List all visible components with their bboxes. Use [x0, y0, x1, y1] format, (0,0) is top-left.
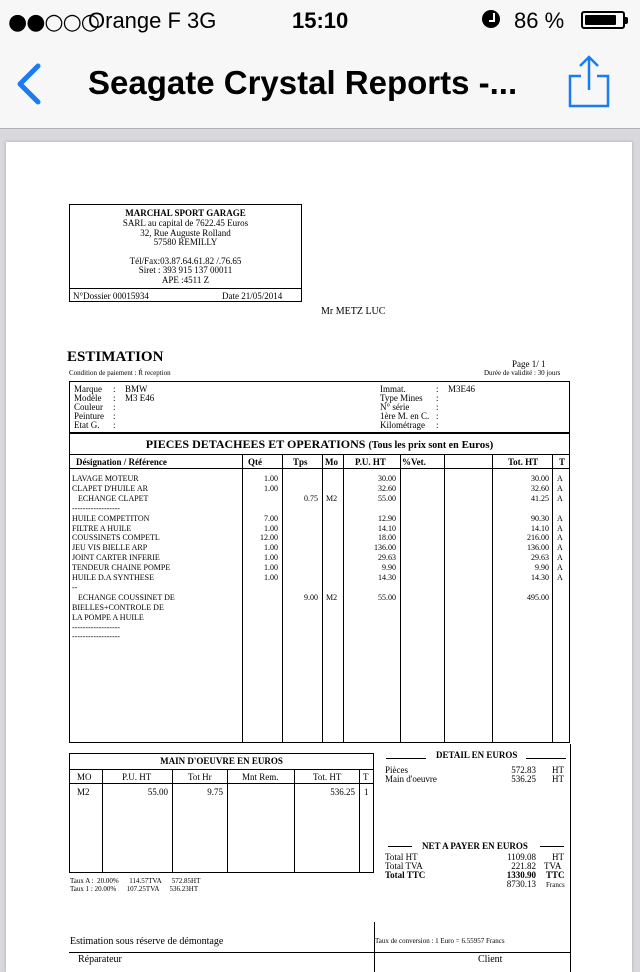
total-ht-unit: HT [552, 852, 564, 862]
detail-mo-unit: HT [552, 774, 564, 784]
col-tot: Tot. HT [508, 457, 539, 467]
alarm-icon [482, 10, 500, 28]
table-row [70, 614, 571, 624]
detail-pieces-value: 572.83 [511, 765, 536, 775]
cell-t: A [557, 474, 563, 483]
garage-ape: APE :4511 Z [161, 275, 210, 285]
vehicle-box [69, 381, 570, 433]
taux-a: Taux A : 20.00% 114.57TVA 572.85HT [70, 877, 201, 885]
page-title: Seagate Crystal Reports -... [88, 64, 518, 101]
cell-pu: 18.00 [378, 533, 396, 543]
cell-t: A [557, 563, 563, 573]
reparateur-label: Réparateur [78, 954, 122, 965]
cell-t: A [557, 573, 563, 582]
cell-tps: 9.00 [304, 592, 318, 602]
parts-heading-euros: Euros) [461, 439, 494, 451]
table-row [70, 574, 571, 584]
cell-tot: 41.25 [531, 493, 549, 503]
cell-tot: 30.00 [531, 474, 549, 483]
vehicle-field-value [125, 403, 154, 412]
table-row [70, 495, 571, 505]
cell-tot: 136.00 [527, 543, 549, 553]
garage-street: 32, Rue Auguste Rolland [140, 228, 231, 238]
vehicle-field-value [448, 403, 475, 412]
estimation-note: Estimation sous réserve de démontage [70, 936, 224, 947]
cell-des: ECHANGE COUSSINET DE [72, 592, 175, 602]
cell-qte: 1.00 [264, 543, 278, 553]
vehicle-colons: : : : : : [436, 384, 439, 430]
table-row [70, 624, 571, 634]
cell-pu: 32.60 [378, 483, 396, 493]
battery-level [585, 15, 616, 25]
garage-phone: Tél/Fax:03.87.64.61.82 /.76.65 [129, 256, 242, 266]
cell-des: ------------------ [72, 622, 120, 632]
vehicle-field-label: Type Mines [380, 393, 423, 403]
labour-col-mo: MO [77, 772, 92, 782]
cell-des: CLAPET D'HUILE AR [72, 483, 148, 493]
cell-tot: 9.90 [535, 563, 549, 573]
cell-pu: 14.10 [378, 523, 396, 533]
garage-info-box [69, 204, 302, 302]
cell-qte: 1.00 [264, 474, 278, 483]
labour-col-rem: Mnt Rem. [242, 772, 279, 782]
cell-des: FILTRE A HUILE [72, 523, 132, 533]
cell-qte: 1.00 [264, 573, 278, 582]
cell-pu: 12.90 [378, 513, 396, 523]
detail-pieces-label: Pièces [385, 765, 408, 775]
total-ttc-unit: TTC [546, 870, 565, 880]
cell-pu: 9.90 [382, 563, 396, 573]
col-t: T [559, 457, 566, 467]
cell-pu: 55.00 [378, 493, 396, 503]
garage-city: 57580 REMILLY [153, 237, 218, 247]
table-row [70, 633, 571, 643]
labour-col-hr: Tot Hr [188, 772, 212, 782]
cell-t: A [557, 543, 563, 553]
estimation-title: ESTIMATION [67, 349, 164, 365]
cell-des: HUILE COMPETITON [72, 513, 150, 523]
cell-tot: 14.30 [531, 573, 549, 582]
table-row [70, 515, 571, 525]
vehicle-field-value [125, 412, 154, 421]
dossier-number: N°Dossier 00015934 [73, 291, 149, 301]
conversion-rate: Taux de conversion : 1 Euro = 6.55957 Francs [375, 937, 505, 945]
vehicle-field-label: Kilométrage [380, 420, 425, 430]
labour-mo: M2 [77, 787, 90, 797]
total-ht-label: Total HT [385, 852, 418, 862]
cell-des: ------------------ [72, 632, 120, 642]
cell-t: A [557, 483, 563, 493]
garage-siret: Siret : 393 915 137 00011 [138, 265, 233, 275]
total-francs-unit: Francs [546, 881, 565, 889]
page-number: Page 1/ 1 [512, 359, 546, 369]
vehicle-field-label: Etat G. [74, 420, 100, 430]
col-designation: Désignation / Référence [76, 457, 167, 467]
cell-t: A [557, 523, 563, 533]
total-ttc-value: 1330.90 [506, 870, 536, 880]
cell-des: HUILE D.A SYNTHESE [72, 573, 154, 582]
labour-t: 1 [364, 787, 369, 797]
vehicle-field-label: Modèle [74, 393, 102, 403]
cell-des: COUSSINETS COMPETL [72, 533, 160, 543]
cell-pu: 14.30 [378, 573, 396, 582]
cell-t: A [557, 493, 563, 503]
vehicle-field-label: Couleur [74, 402, 103, 412]
cell-tot: 32.60 [531, 483, 549, 493]
parts-heading-note: (Tous les prix sont en [368, 440, 459, 451]
taux-1: Taux 1 : 20.00% 107.25TVA 536.23HT [70, 885, 199, 893]
cell-tot: 90.30 [531, 513, 549, 523]
cell-des: -- [72, 582, 78, 592]
col-pu: P.U. HT [355, 457, 386, 467]
vehicle-right-labels [380, 385, 429, 430]
cell-des: BIELLES+CONTROLE DE [72, 602, 164, 612]
cell-des: JEU VIS BIELLE ARP [72, 543, 148, 553]
vehicle-field-value: M3 E46 [125, 393, 155, 403]
vehicle-field-value [448, 421, 475, 430]
clock: 15:10 [292, 8, 349, 33]
cell-des: ECHANGE CLAPET [72, 493, 149, 503]
labour-hr: 9.75 [207, 787, 223, 797]
vehicle-field-value [448, 412, 475, 421]
total-ttc-label: Total TTC [385, 870, 426, 880]
cell-des: TENDEUR CHAINE POMPE [72, 563, 171, 573]
labour-col-t: T [363, 772, 369, 782]
cell-tot: 495.00 [527, 592, 549, 602]
cell-pu: 29.63 [378, 553, 396, 563]
chevron-left-icon[interactable] [12, 62, 48, 106]
labour-table [69, 753, 374, 873]
cell-pu: 30.00 [378, 474, 396, 483]
total-tva-label: Total TVA [385, 861, 423, 871]
col-mo: Mo [325, 457, 338, 467]
garage-capital: SARL au capital de 7622.45 Euros [122, 218, 249, 228]
vehicle-field-value [448, 394, 475, 403]
cell-des: ------------------ [72, 503, 120, 513]
cell-qte: 1.00 [264, 563, 278, 573]
battery-icon [581, 11, 625, 29]
total-ht-value: 1109.08 [507, 852, 536, 862]
vehicle-field-value [125, 421, 154, 430]
report-page[interactable] [6, 142, 632, 972]
cell-t: A [557, 513, 563, 523]
net-heading: NET A PAYER EN EUROS [422, 841, 528, 851]
labour-heading: MAIN D'OEUVRE EN EUROS [160, 756, 283, 766]
cell-tot: 14.10 [531, 523, 549, 533]
vehicle-field-label: Peinture [74, 411, 104, 421]
vehicle-field-label: Immat. [380, 384, 406, 394]
cell-t: A [557, 553, 563, 563]
cell-des: JOINT CARTER INFERIE [72, 553, 160, 563]
vehicle-left-labels [74, 385, 104, 430]
vehicle-field-label: 1ère M. en C. [380, 411, 430, 421]
total-tva-value: 221.82 [511, 861, 536, 871]
labour-pu: 55.00 [147, 787, 168, 797]
dossier-date: Date 21/05/2014 [222, 291, 283, 301]
cell-qte: 1.00 [264, 553, 278, 563]
garage-name: MARCHAL SPORT GARAGE [125, 208, 246, 218]
total-tva-unit: TVA [544, 861, 562, 871]
vehicle-field-label: Marque [74, 384, 102, 394]
col-vet: %Vet. [402, 457, 426, 467]
cell-mo: M2 [326, 592, 338, 602]
vehicle-field-value: BMW [125, 384, 148, 394]
cell-qte: 7.00 [264, 513, 278, 523]
labour-col-pu: P.U. HT [122, 772, 152, 782]
col-tps: Tps [293, 457, 308, 467]
total-francs-value: 8730.13 [506, 879, 536, 889]
battery-percent: 86 % [514, 8, 565, 33]
detail-pieces-unit: HT [552, 765, 564, 775]
parts-heading [70, 437, 569, 452]
navigation-bar [0, 40, 640, 129]
cell-tot: 216.00 [527, 533, 549, 543]
vehicle-field-value: M3E46 [448, 384, 475, 394]
cell-qte: 12.00 [260, 533, 278, 543]
cell-mo: M2 [326, 493, 338, 503]
table-row [70, 604, 571, 614]
col-qte: Qté [248, 457, 262, 467]
vehicle-colons: : : : : : [113, 384, 116, 430]
payment-condition: Condition de paiement : Ŕ reception [69, 369, 171, 377]
validity: Durée de validité : 30 jours [484, 369, 561, 377]
detail-mo-label: Main d'oeuvre [385, 774, 437, 784]
cell-tot: 29.63 [531, 553, 549, 563]
cell-tps: 0.75 [304, 493, 318, 503]
cell-qte: 1.00 [264, 483, 278, 493]
cell-pu: 55.00 [378, 592, 396, 602]
detail-heading: DETAIL EN EUROS [436, 750, 518, 760]
vehicle-right-values [448, 385, 475, 430]
vehicle-left-values [125, 385, 154, 430]
cell-t: A [557, 533, 563, 543]
client-label: Client [478, 954, 503, 965]
parts-table [69, 433, 570, 743]
labour-tot: 536.25 [330, 787, 355, 797]
cell-pu: 136.00 [374, 543, 396, 553]
cell-qte: 1.00 [264, 523, 278, 533]
carrier-label: Orange F 3G [88, 8, 217, 33]
detail-mo-value: 536.25 [511, 774, 536, 784]
client-name: Mr METZ LUC [321, 306, 386, 317]
status-bar [0, 0, 640, 40]
vehicle-field-label: N° série [380, 402, 410, 412]
share-icon[interactable] [566, 54, 612, 110]
signal-strength: ●●○○○ [8, 10, 99, 35]
labour-col-tot: Tot. HT [313, 772, 342, 782]
cell-des: LA POMPE A HUILE [72, 612, 144, 622]
cell-des: LAVAGE MOTEUR [72, 474, 139, 483]
parts-heading-text: PIECES DETACHEES ET OPERATIONS [145, 437, 366, 451]
